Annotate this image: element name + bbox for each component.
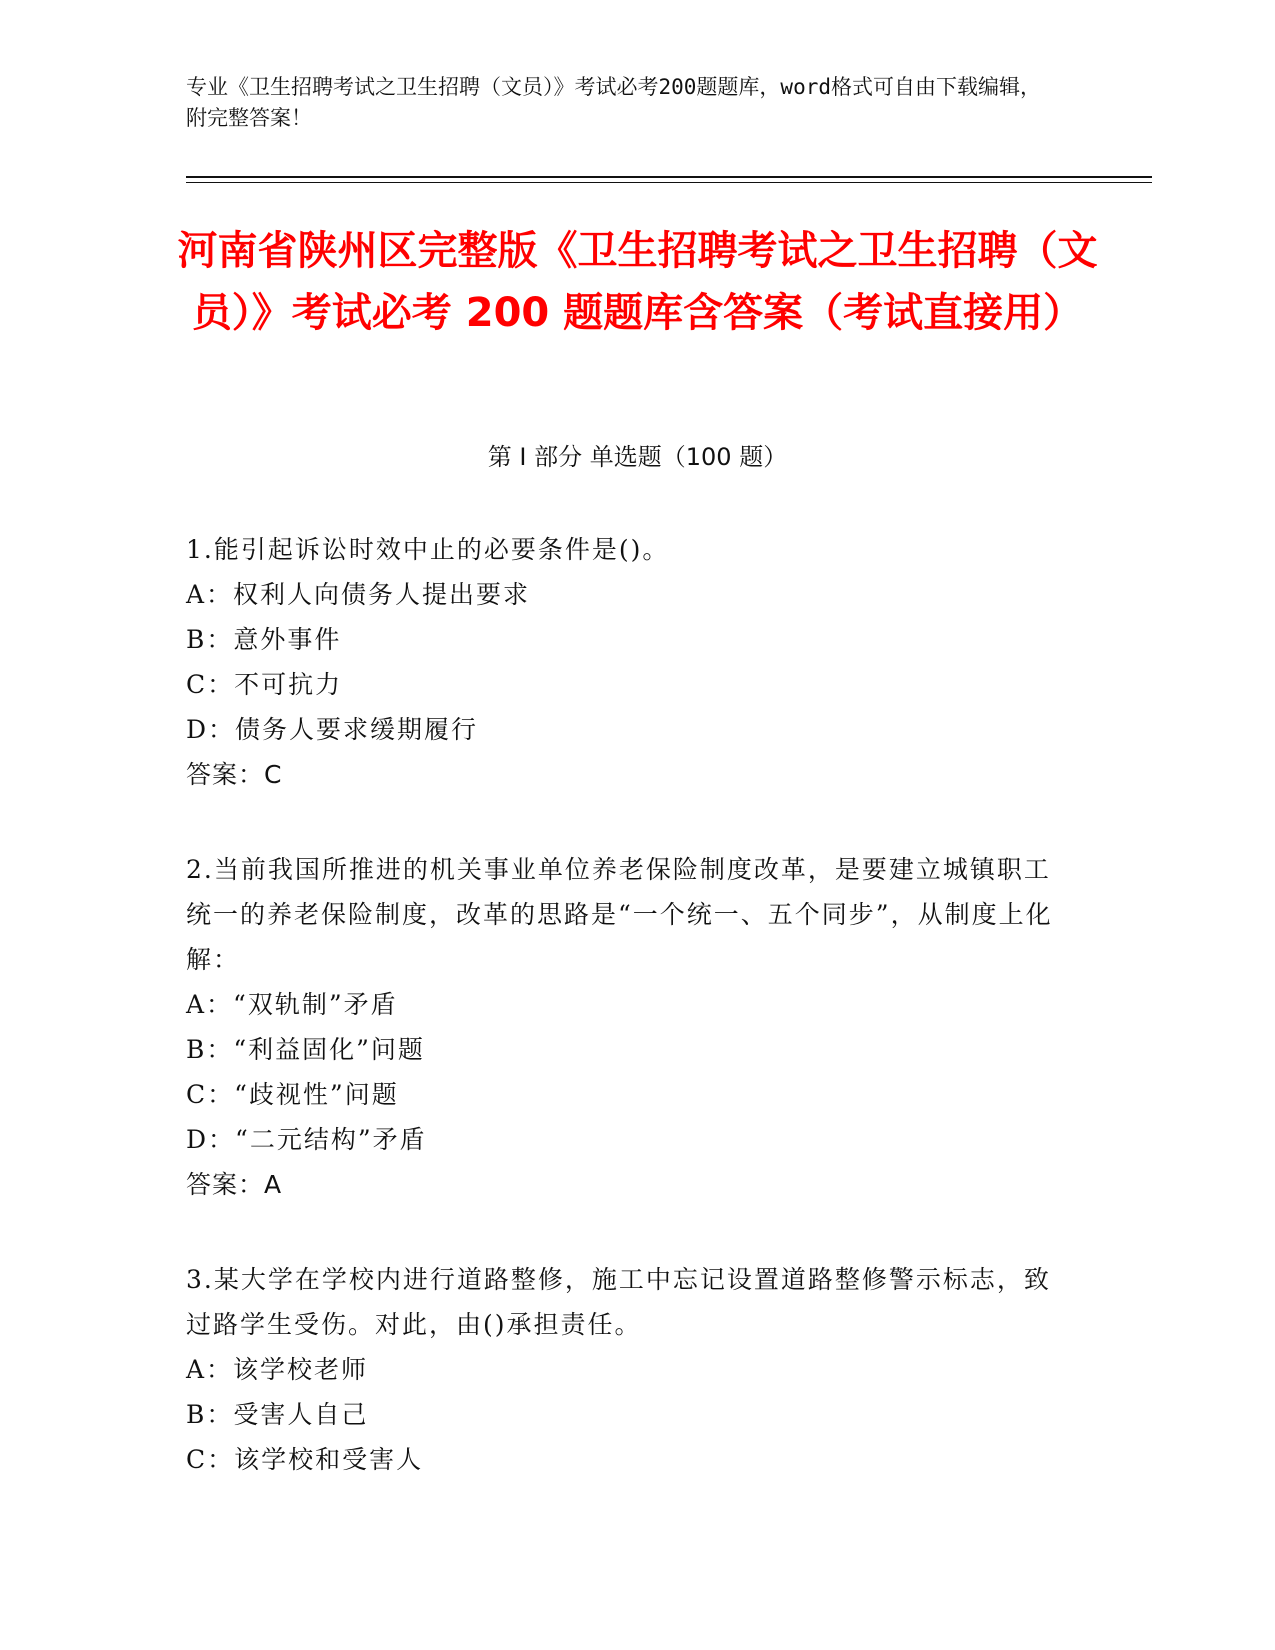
option-c: C：不可抗力	[186, 670, 343, 699]
option-c: C：该学校和受害人	[186, 1445, 424, 1474]
question-3	[186, 1257, 1066, 1482]
option-b: B：意外事件	[186, 625, 342, 654]
question-stem: 3.某大学在学校内进行道路整修，施工中忘记设置道路整修警示标志，致过路学生受伤。对此，由()承担责任。	[186, 1265, 1051, 1339]
option-a: A：权利人向债务人提出要求	[186, 580, 531, 609]
option-d: D：“二元结构”矛盾	[186, 1125, 427, 1154]
question-2	[186, 847, 1066, 1207]
header-note: 专业《卫生招聘考试之卫生招聘（文员）》考试必考200题题库，word格式可自由下载编辑，附完整答案！	[186, 75, 1041, 130]
option-b: B：“利益固化”问题	[186, 1035, 425, 1064]
option-c: C：“歧视性”问题	[186, 1080, 399, 1109]
answer-line: 答案：A	[186, 1170, 283, 1199]
question-list	[186, 527, 1066, 1532]
option-b: B：受害人自己	[186, 1400, 369, 1429]
header-divider-thick	[186, 176, 1152, 178]
header-divider-thin	[186, 182, 1152, 183]
answer-line: 答案：C	[186, 760, 283, 789]
section-heading: 第 I 部分 单选题（100 题）	[487, 443, 788, 471]
question-stem: 1.能引起诉讼时效中止的必要条件是()。	[186, 535, 670, 564]
question-stem: 2.当前我国所推进的机关事业单位养老保险制度改革，是要建立城镇职工统一的养老保险制度，改革的思路是“一个统一、五个同步”，从制度上化解：	[186, 855, 1053, 974]
option-d: D：债务人要求缓期履行	[186, 715, 479, 744]
document-title: 河南省陕州区完整版《卫生招聘考试之卫生招聘（文员）》考试必考 200 题题库含答案（考试直接用）	[177, 228, 1098, 336]
option-a: A：“双轨制”矛盾	[186, 990, 398, 1019]
option-a: A：该学校老师	[186, 1355, 369, 1384]
question-1	[186, 527, 1066, 797]
